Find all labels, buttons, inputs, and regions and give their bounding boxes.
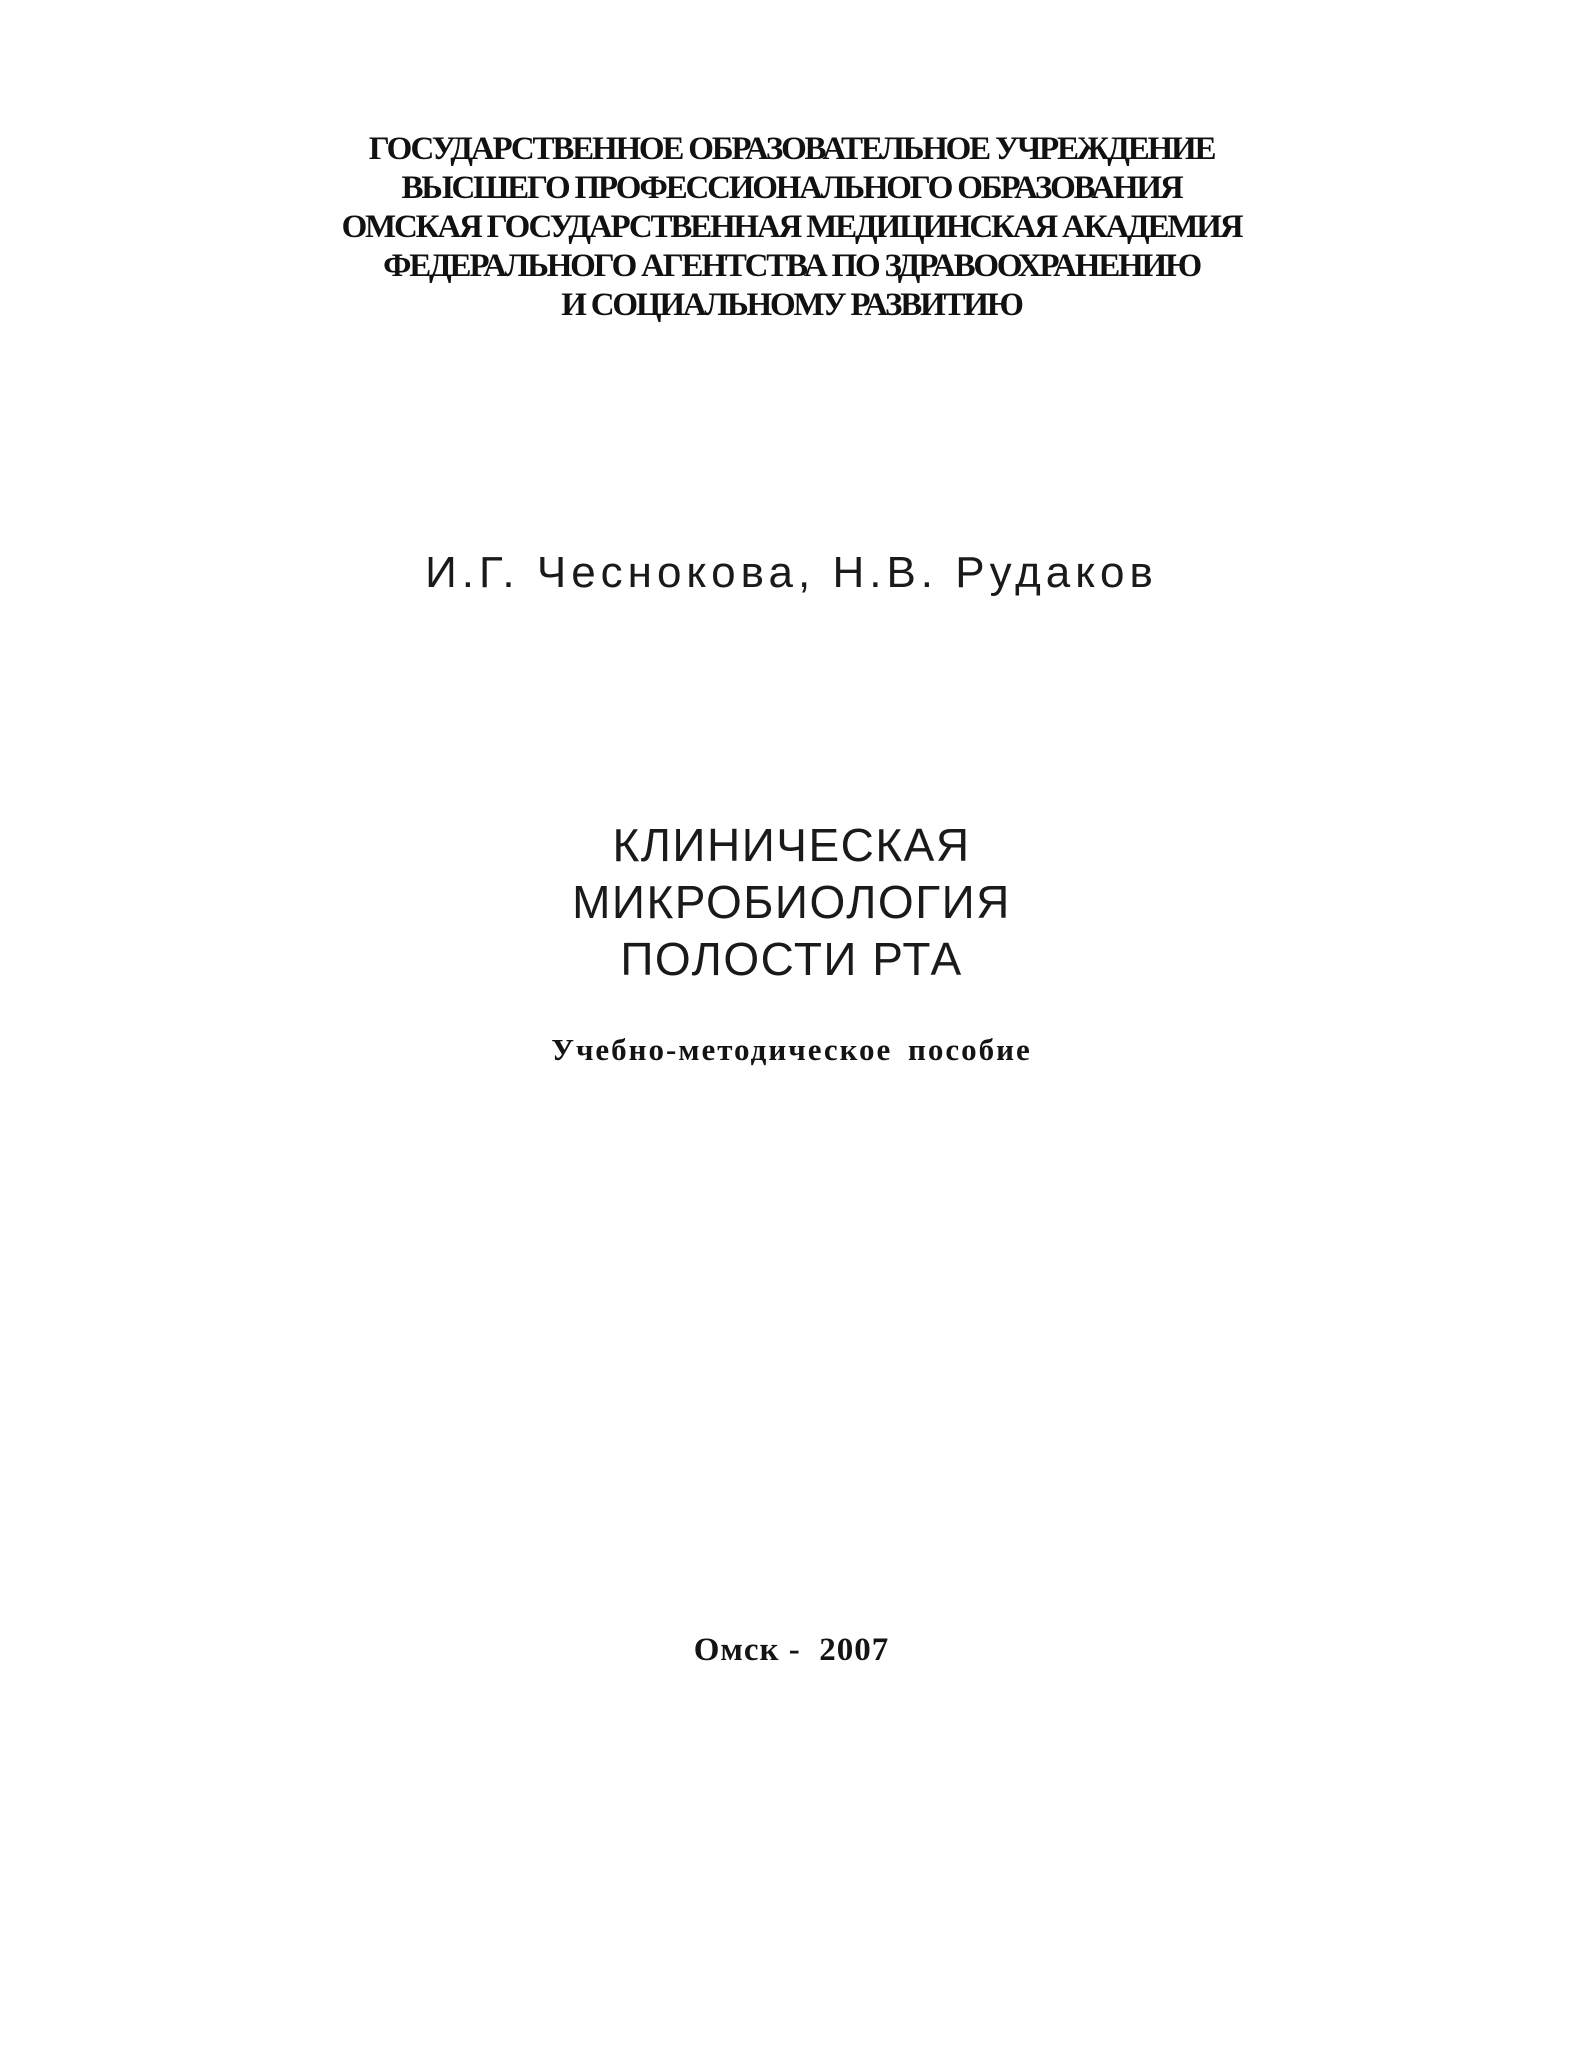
institution-line: ВЫСШЕГО ПРОФЕССИОНАЛЬНОГО ОБРАЗОВАНИЯ [401, 170, 1182, 206]
subtitle: Учебно-методическое пособие [551, 1032, 1032, 1067]
title-line: МИКРОБИОЛОГИЯ [572, 876, 1011, 928]
institution-header [0, 130, 1583, 325]
book-title [0, 817, 1583, 988]
institution-line: ГОСУДАРСТВЕННОЕ ОБРАЗОВАТЕЛЬНОЕ УЧРЕЖДЕНИЕ [368, 131, 1215, 167]
institution-line: ОМСКАЯ ГОСУДАРСТВЕННАЯ МЕДИЦИНСКАЯ АКАДЕМИЯ [341, 209, 1242, 245]
authors: И.Г. Чеснокова, Н.В. Рудаков [425, 548, 1158, 597]
title-line: КЛИНИЧЕСКАЯ [612, 819, 971, 871]
institution-line: ФЕДЕРАЛЬНОГО АГЕНТСТВА ПО ЗДРАВООХРАНЕНИЮ [383, 248, 1200, 284]
title-line: ПОЛОСТИ РТА [620, 933, 963, 985]
institution-line: И СОЦИАЛЬНОМУ РАЗВИТИЮ [561, 287, 1022, 323]
place-and-year: Омск - 2007 [693, 1632, 890, 1668]
